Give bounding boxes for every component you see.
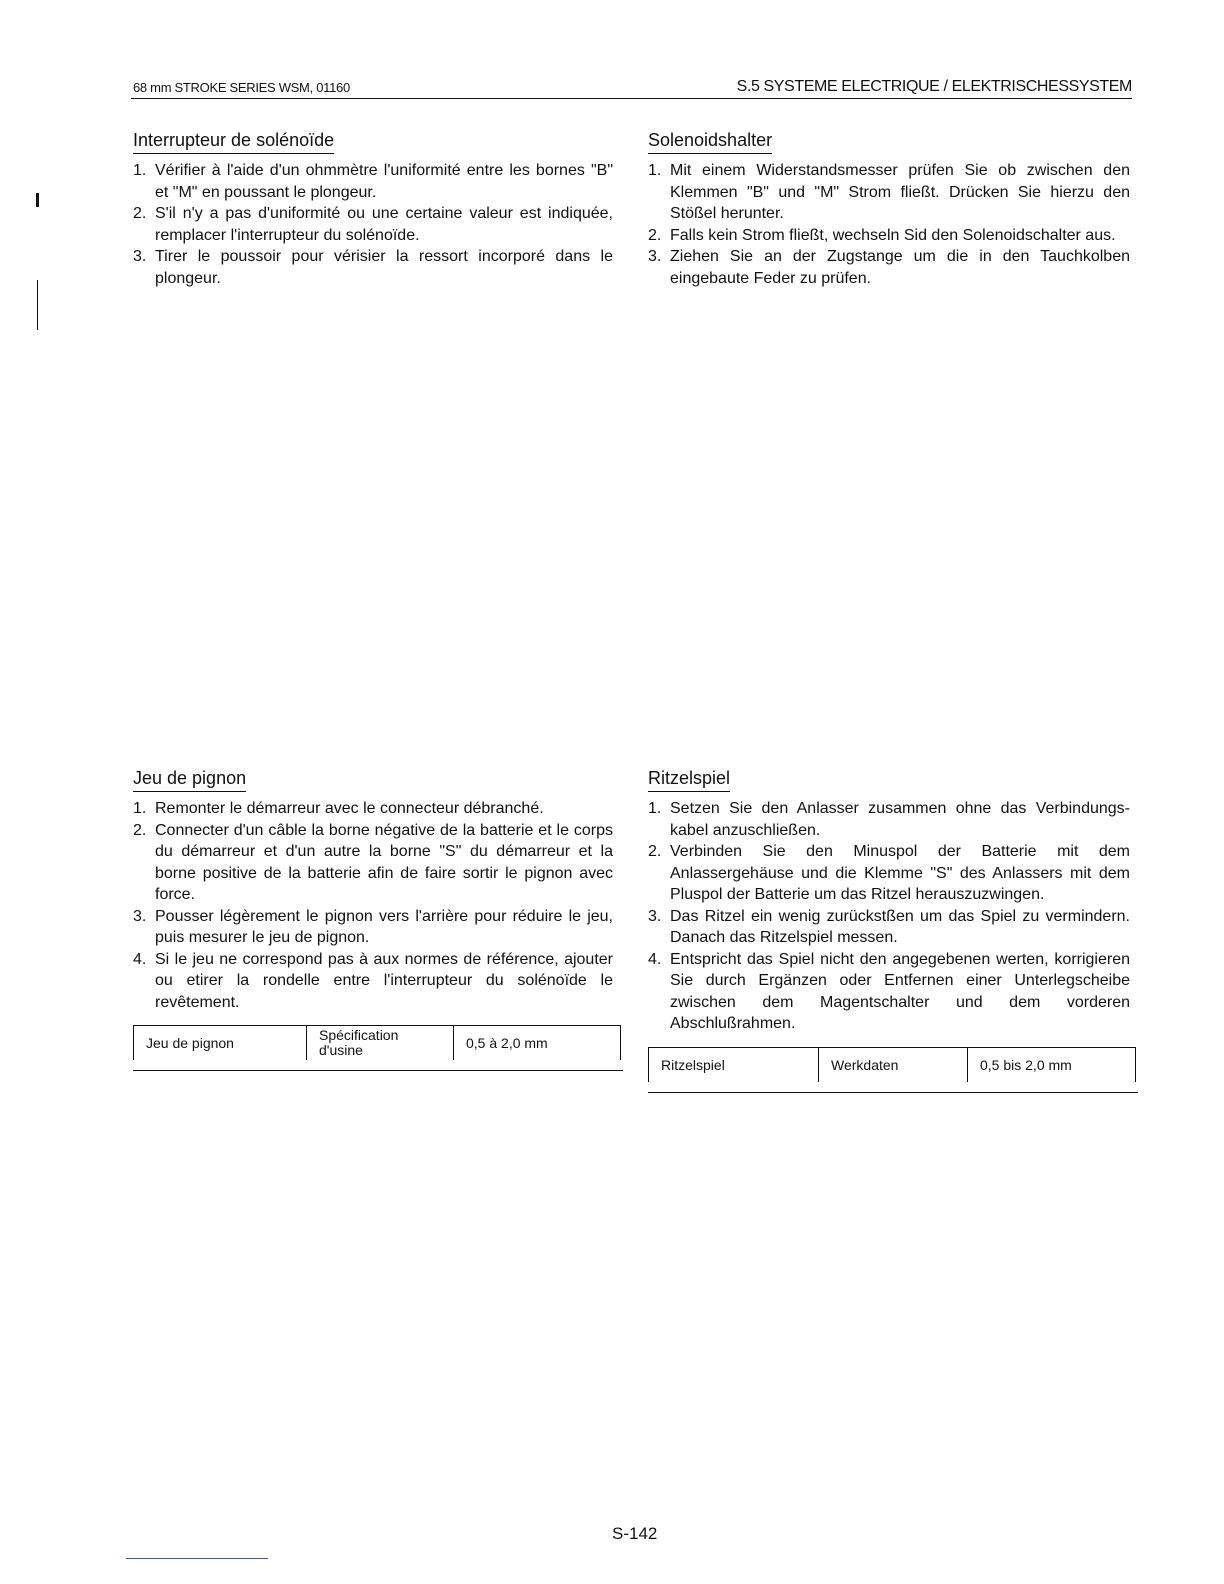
section-title: Ritzelspiel	[648, 768, 730, 792]
list-item: 3. Ziehen Sie an der Zugstange um die in den Tauchkolben eingebaute Feder zu prüfen.	[648, 248, 1130, 287]
list-item: 1. Remonter le démarreur avec le connecteur débranché.	[133, 800, 544, 817]
list-item: 2. S'il n'y a pas d'uniformité ou une certaine valeur est indiquée, remplacer l'interrupteur du solénoïde.	[133, 205, 613, 244]
table-underline	[133, 1070, 623, 1071]
list-item: 2. Falls kein Strom fließt, wechseln Sid den Solenoidschalter aus.	[648, 226, 1116, 244]
page-number: S-142	[612, 1524, 658, 1543]
header-section-title: S.5 SYSTEME ELECTRIQUE / ELEKTRISCHESSYSTEM	[736, 78, 1132, 95]
steps-list	[133, 160, 613, 289]
list-item: 2. Verbinden Sie den Minuspol der Batterie mit dem Anlassergehäuse und die Klemme "S" des Anlassers mit dem Pluspol der Batterie um das Ritzel herauszuzwingen.	[648, 843, 1130, 903]
spec-label-cell: Ritzelspiel	[649, 1047, 819, 1082]
margin-mark	[36, 193, 39, 207]
list-item: 4. Entspricht das Spiel nicht den angegebenen werten, korrigieren Sie durch Ergänzen oder Entfernen einer Unterlegscheibe zwischen dem Magentschalter und dem vorderen Abschlußrahmen.	[648, 950, 1130, 1032]
spec-label-cell: Jeu de pignon	[134, 1026, 307, 1061]
list-item: 1. Mit einem Widerstandsmesser prüfen Sie ob zwischen den Klemmen "B" und "M" Strom fließt. Drücken Sie hierzu den Stößel herunter.	[648, 162, 1130, 222]
solenoid-section-fr	[133, 130, 613, 289]
header-doc-id: 68 mm STROKE SERIES WSM, 01160	[133, 80, 350, 95]
list-item: 2. Connecter d'un câble la borne négative de la batterie et le corps du démarreur et d'un autre la borne "S" du démarreur et la borne positive de la batterie afin de faire sortir le pignon avec force.	[133, 821, 613, 903]
list-item: 1. Vérifier à l'aide d'un ohmmètre l'uniformité entre les bornes "B" et "M" en poussant le plongeur.	[133, 162, 613, 201]
pinion-section-de	[648, 768, 1130, 1093]
list-item: 3. Das Ritzel ein wenig zurückstßen um das Spiel zu vermindern. Danach das Ritzelspiel messen.	[648, 907, 1130, 946]
spec-table	[648, 1047, 1136, 1082]
list-item: 3. Pousser légèrement le pignon vers l'arrière pour réduire le jeu, puis mesurer le jeu de pignon.	[133, 907, 613, 946]
pinion-section-fr	[133, 768, 613, 1071]
header-rule	[131, 98, 1132, 99]
solenoid-section-de	[648, 130, 1130, 289]
list-item: 1. Setzen Sie den Anlasser zusammen ohne das Verbindungs-kabel anzuschließen.	[648, 800, 1130, 839]
table-row	[134, 1026, 621, 1061]
spec-value-cell: 0,5 à 2,0 mm	[454, 1026, 621, 1061]
footer-rule	[126, 1558, 268, 1559]
section-title: Jeu de pignon	[133, 768, 246, 792]
list-item: 3. Tirer le poussoir pour vérisier la ressort incorporé dans le plongeur.	[133, 248, 613, 287]
table-underline	[648, 1092, 1138, 1093]
steps-list	[133, 798, 613, 1013]
steps-list	[648, 160, 1130, 289]
spec-type-cell: Spécification d'usine	[307, 1026, 454, 1061]
margin-mark	[37, 280, 38, 330]
section-title: Interrupteur de solénoïde	[133, 130, 334, 154]
steps-list	[648, 798, 1130, 1035]
section-title: Solenoidshalter	[648, 130, 772, 154]
spec-type-cell: Werkdaten	[819, 1047, 968, 1082]
table-row	[649, 1047, 1136, 1082]
list-item: 4. Si le jeu ne correspond pas à aux normes de référence, ajouter ou etirer la rondelle entre l'interrupteur du solénoïde le revêtement.	[133, 950, 613, 1011]
spec-value-cell: 0,5 bis 2,0 mm	[968, 1047, 1136, 1082]
spec-table	[133, 1025, 621, 1060]
